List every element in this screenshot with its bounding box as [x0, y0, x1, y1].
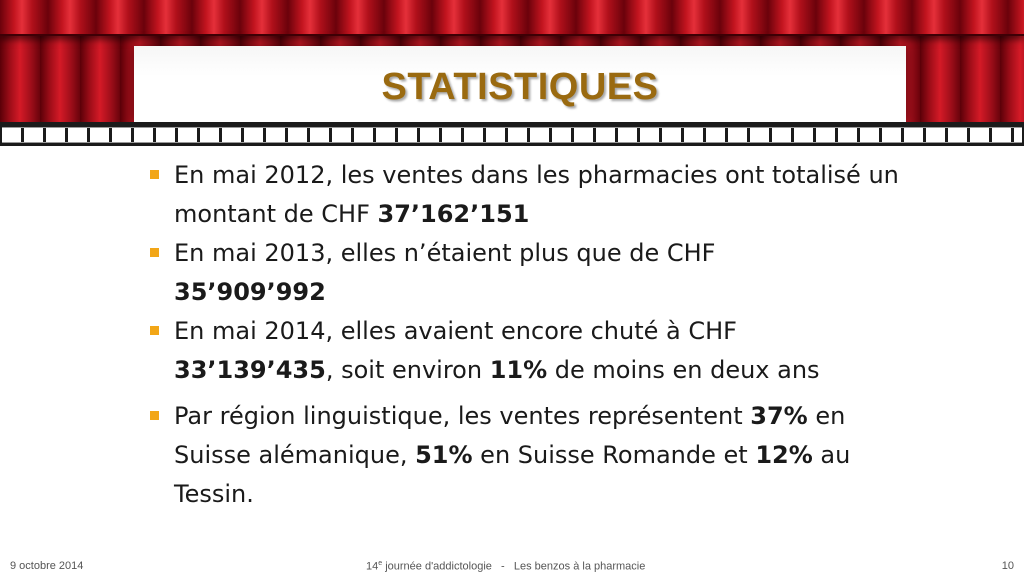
bullet-text: en Suisse Romande et — [472, 441, 756, 469]
bullet-value: 37’162’151 — [377, 200, 530, 228]
bullet-value: 11% — [489, 356, 548, 384]
film-strip-divider — [0, 122, 1024, 146]
bullet-value: 12% — [755, 441, 813, 469]
bullet-marker-icon — [150, 170, 159, 179]
footer-event-superscript: e — [378, 560, 383, 567]
bullet-item-2014 — [148, 312, 918, 390]
slide-title: STATISTIQUES — [381, 66, 659, 108]
bullet-text: , soit environ — [325, 356, 490, 384]
film-strip-frames — [2, 127, 1022, 143]
bullet-item-2012 — [148, 156, 918, 234]
bullet-text: En mai 2014, elles avaient encore chuté à CHF — [174, 317, 737, 345]
curtain-valance — [0, 0, 1024, 36]
page-number: 10 — [1001, 560, 1014, 572]
bullet-text: En mai 2013, elles n’étaient plus que de CHF — [174, 239, 716, 267]
bullet-value: 33’139’435 — [174, 356, 326, 384]
bullet-text: au Tessin. — [174, 441, 851, 508]
bullet-value: 35’909’992 — [174, 278, 326, 306]
bullet-item-2013 — [148, 234, 918, 312]
bullet-text: Par région linguistique, les ventes représentent — [174, 402, 751, 430]
bullet-text: en Suisse alémanique, — [174, 402, 846, 469]
bullet-text: de moins en deux ans — [547, 356, 820, 384]
bullet-list — [148, 156, 918, 514]
bullet-marker-icon — [150, 411, 159, 420]
title-panel — [134, 46, 906, 122]
bullet-marker-icon — [150, 248, 159, 257]
bullet-text: En mai 2012, les ventes dans les pharmacies ont totalisé un montant de CHF — [174, 161, 899, 228]
footer-event — [366, 560, 645, 573]
bullet-marker-icon — [150, 326, 159, 335]
footer-date: 9 octobre 2014 — [10, 560, 84, 572]
bullet-value: 51% — [415, 441, 473, 469]
footer-event-number: 14 — [366, 560, 379, 573]
footer-event-text: journée d'addictologie - Les benzos à la pharmacie — [382, 560, 646, 573]
bullet-value: 37% — [750, 402, 808, 430]
bullet-item-region — [148, 397, 918, 514]
